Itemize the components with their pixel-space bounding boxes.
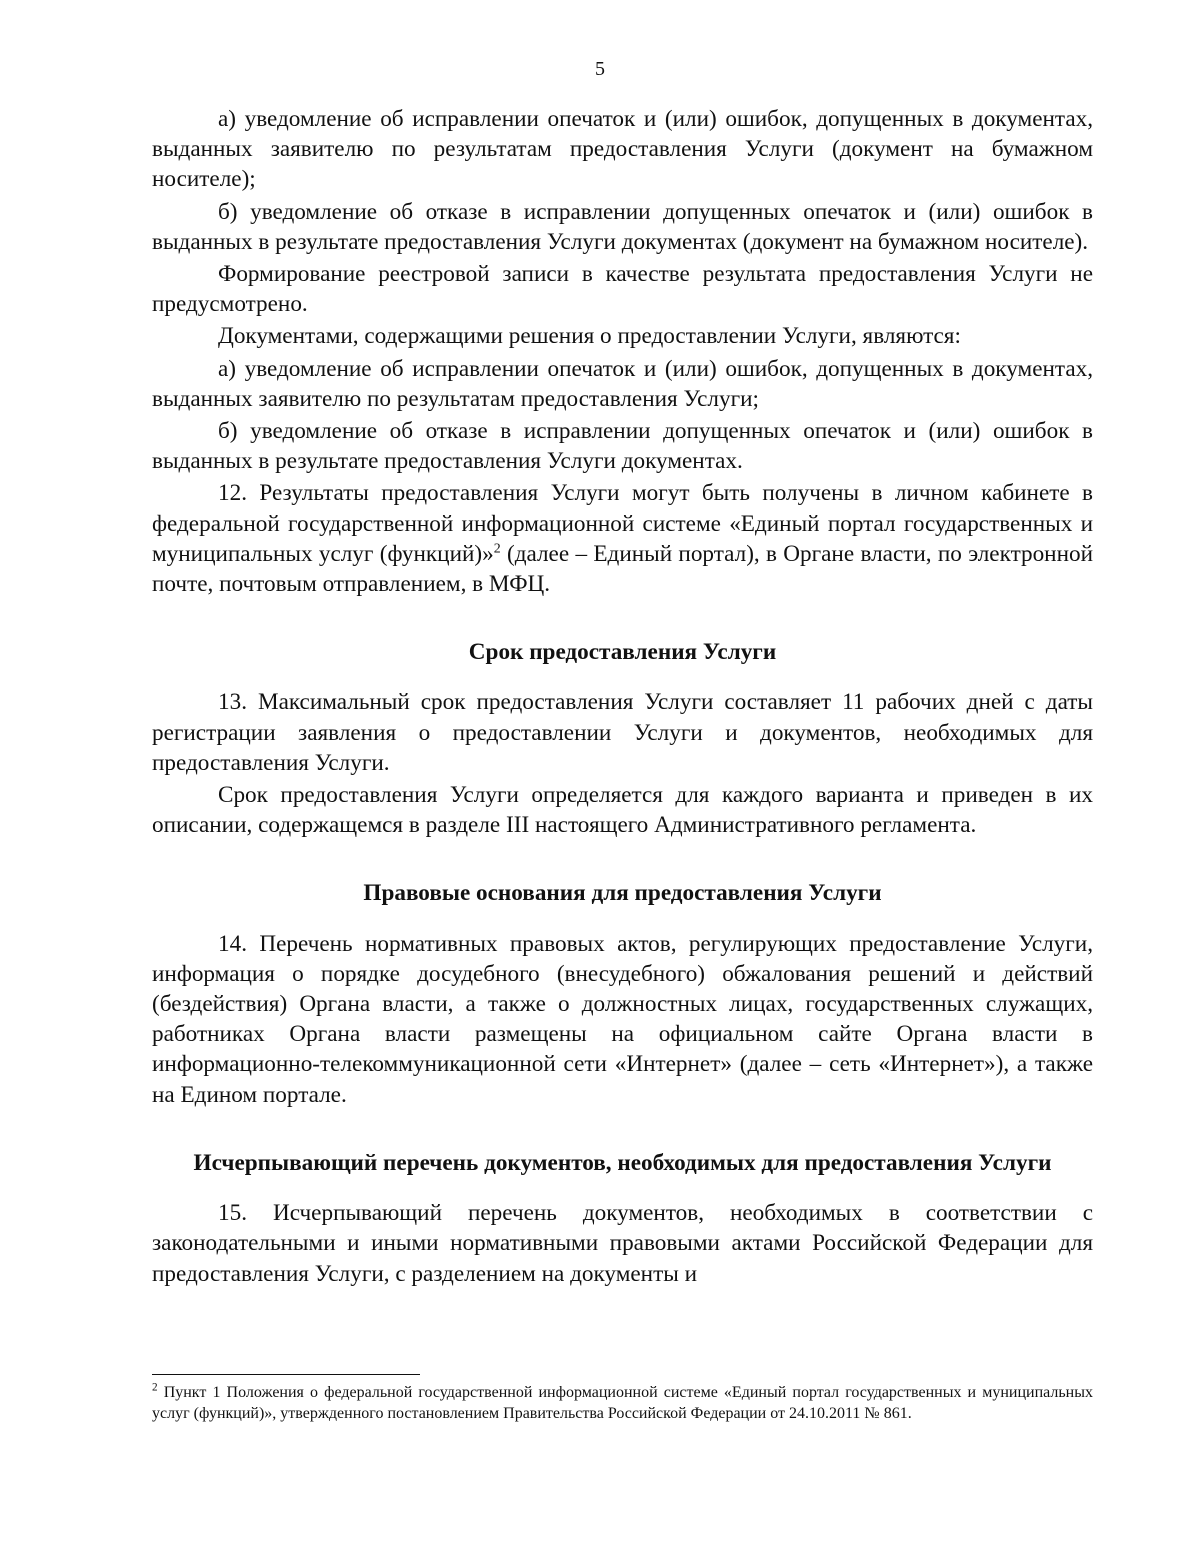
- section-heading-documents-list: Исчерпывающий перечень документов, необходимых для предоставления Услуги: [193, 1149, 1052, 1176]
- section-heading-service-term: Срок предоставления Услуги: [468, 639, 777, 666]
- page-number: 5: [595, 58, 605, 80]
- document-body: [152, 104, 1093, 1291]
- paragraph-term-per-variant: Срок предоставления Услуги определяется для каждого варианта и приведен в их описании, содержащемся в разделе III настоящего Административного регламента.: [152, 782, 1093, 839]
- paragraph-12-text: 12. Результаты предоставления Услуги могут быть получены в личном кабинете в федеральной государственной информационной системе «Единый портал государственных и муниципальных услуг (функций)»: [152, 480, 1093, 567]
- footnote: [152, 1383, 1093, 1424]
- paragraph-15-documents-list: 15. Исчерпывающий перечень документов, необходимых в соответствии с законодательными и иными нормативными правовыми актами Российской Федерации для предоставления Услуги, с разделением на документы и: [152, 1200, 1093, 1287]
- paragraph-result-notice-corrections: а) уведомление об исправлении опечаток и (или) ошибок, допущенных в документах, выданных заявителю по результатам предоставления Услуги (документ на бумажном носителе);: [152, 106, 1093, 193]
- paragraph-12-results-delivery: [152, 478, 1093, 599]
- paragraph-decision-notice-corrections: а) уведомление об исправлении опечаток и (или) ошибок, допущенных в документах, выданных заявителю по результатам предоставления Услуги;: [152, 355, 1093, 412]
- footnote-text: Пункт 1 Положения о федеральной государственной информационной системе «Единый портал государственных и муниципальных услуг (функций)», утвержденного постановлением Правительства Российской Федерации от 24.10.2011 № 861.: [152, 1384, 1093, 1422]
- paragraph-13-max-term: 13. Максимальный срок предоставления Услуги составляет 11 рабочих дней с даты регистрации заявления о предоставлении Услуги и документов, необходимых для предоставления Услуги.: [152, 689, 1093, 776]
- section-heading-legal-basis: Правовые основания для предоставления Услуги: [363, 880, 882, 907]
- paragraph-14-legal-acts: 14. Перечень нормативных правовых актов, регулирующих предоставление Услуги, информация о порядке досудебного (внесудебного) обжалования решений и действий (бездействия) Органа власти, а также о должностных лицах, государственных служащих, работниках Органа власти размещены на официальном сайте Органа власти в информационно-телекоммуникационной сети «Интернет» (далее – сеть «Интернет»), а также на Едином портале.: [152, 930, 1093, 1108]
- paragraph-decision-notice-refusal: б) уведомление об отказе в исправлении допущенных опечаток и (или) ошибок в выданных в результате предоставления Услуги документах.: [152, 418, 1093, 475]
- paragraph-12-text-continued: (далее – Единый портал), в Органе власти, по электронной почте, почтовым отправлением, в МФЦ.: [152, 540, 1093, 598]
- footnote-reference: 2: [493, 541, 501, 557]
- footnote-separator: [152, 1374, 420, 1375]
- paragraph-result-notice-refusal: б) уведомление об отказе в исправлении допущенных опечаток и (или) ошибок в выданных в результате предоставления Услуги документах (документ на бумажном носителе).: [152, 198, 1093, 255]
- paragraph-decision-documents: Документами, содержащими решения о предоставлении Услуги, являются:: [218, 323, 961, 350]
- paragraph-registry-record: Формирование реестровой записи в качестве результата предоставления Услуги не предусмотрено.: [152, 261, 1093, 318]
- footnote-marker: 2: [152, 1381, 158, 1394]
